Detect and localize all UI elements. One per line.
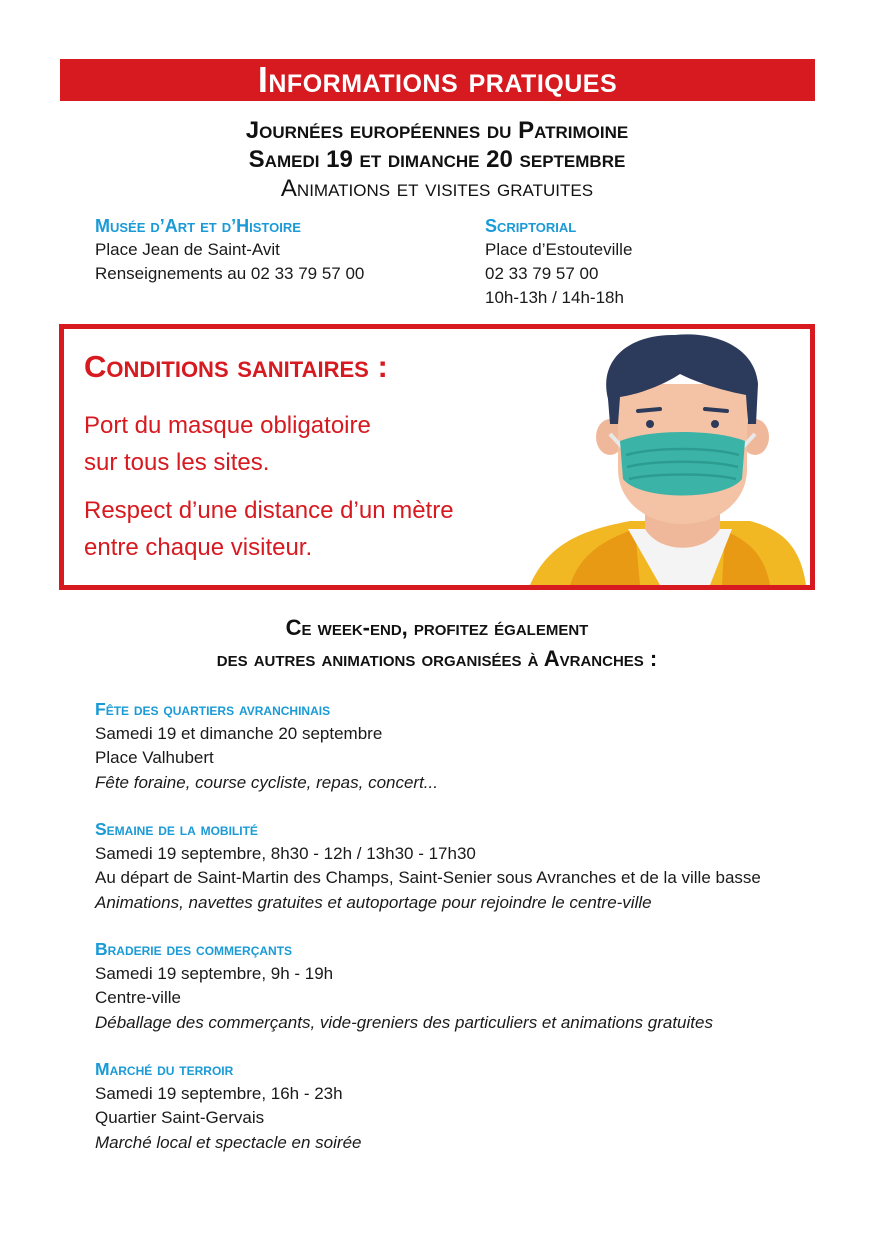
venue-address: Place Jean de Saint-Avit <box>95 240 280 259</box>
weekend-header <box>0 612 874 674</box>
venue-musee <box>95 214 364 286</box>
venue-phone: 02 33 79 57 00 <box>485 264 599 283</box>
event-note: Marché local et spectacle en soirée <box>95 1132 362 1152</box>
event-when: Samedi 19 et dimanche 20 septembre <box>95 723 383 743</box>
event-where: Au départ de Saint-Martin des Champs, Saint-Senier sous Avranches et de la ville basse <box>95 868 761 887</box>
weekend-title-line: Ce week-end, profitez également <box>285 615 589 640</box>
event-semaine-mobilite <box>95 817 761 915</box>
sanitary-line: entre chaque visiteur. <box>84 534 313 561</box>
event-title: Braderie des commerçants <box>95 939 293 959</box>
event-when: Samedi 19 septembre, 9h - 19h <box>95 963 334 983</box>
event-when: Samedi 19 septembre, 8h30 - 12h / 13h30 - 17h30 <box>95 843 476 863</box>
event-where: Quartier Saint-Gervais <box>95 1108 265 1127</box>
event-marche-terroir <box>95 1057 361 1155</box>
page-title-banner <box>60 59 815 101</box>
masked-person-icon <box>510 329 810 585</box>
venue-phone: Renseignements au 02 33 79 57 00 <box>95 264 365 283</box>
weekend-title-line: des autres animations organisées à Avranches : <box>216 646 658 671</box>
event-title: Semaine de la mobilité <box>95 819 258 839</box>
event-fete-quartiers <box>95 697 438 795</box>
venue-title: Scriptorial <box>485 216 577 236</box>
jep-subtitle: Animations et visites gratuites <box>280 175 594 202</box>
event-note: Déballage des commerçants, vide-greniers des particuliers et animations gratuites <box>95 1012 713 1032</box>
sanitary-line: sur tous les sites. <box>84 449 270 476</box>
venue-address: Place d’Estouteville <box>485 240 633 259</box>
venue-hours: 10h-13h / 14h-18h <box>485 288 624 307</box>
page-title: Informations pratiques <box>257 59 618 100</box>
sanitary-conditions-box <box>59 324 815 590</box>
event-title: Marché du terroir <box>95 1059 234 1079</box>
event-note: Animations, navettes gratuites et autoportage pour rejoindre le centre-ville <box>95 892 652 912</box>
event-where: Place Valhubert <box>95 748 214 767</box>
event-title: Fête des quartiers avranchinais <box>95 699 331 719</box>
jep-title: Journées européennes du Patrimoine <box>245 117 629 144</box>
event-note: Fête foraine, course cycliste, repas, concert... <box>95 772 438 792</box>
event-where: Centre-ville <box>95 988 181 1007</box>
jep-header <box>0 116 874 203</box>
sanitary-line: Respect d’une distance d’un mètre <box>84 497 454 524</box>
venue-scriptorial <box>485 214 632 310</box>
venue-title: Musée d’Art et d’Histoire <box>95 216 301 236</box>
event-braderie <box>95 937 713 1035</box>
event-when: Samedi 19 septembre, 16h - 23h <box>95 1083 343 1103</box>
jep-dates: Samedi 19 et dimanche 20 septembre <box>248 146 626 173</box>
sanitary-title: Conditions sanitaires : <box>84 349 388 384</box>
sanitary-line: Port du masque obligatoire <box>84 412 371 439</box>
